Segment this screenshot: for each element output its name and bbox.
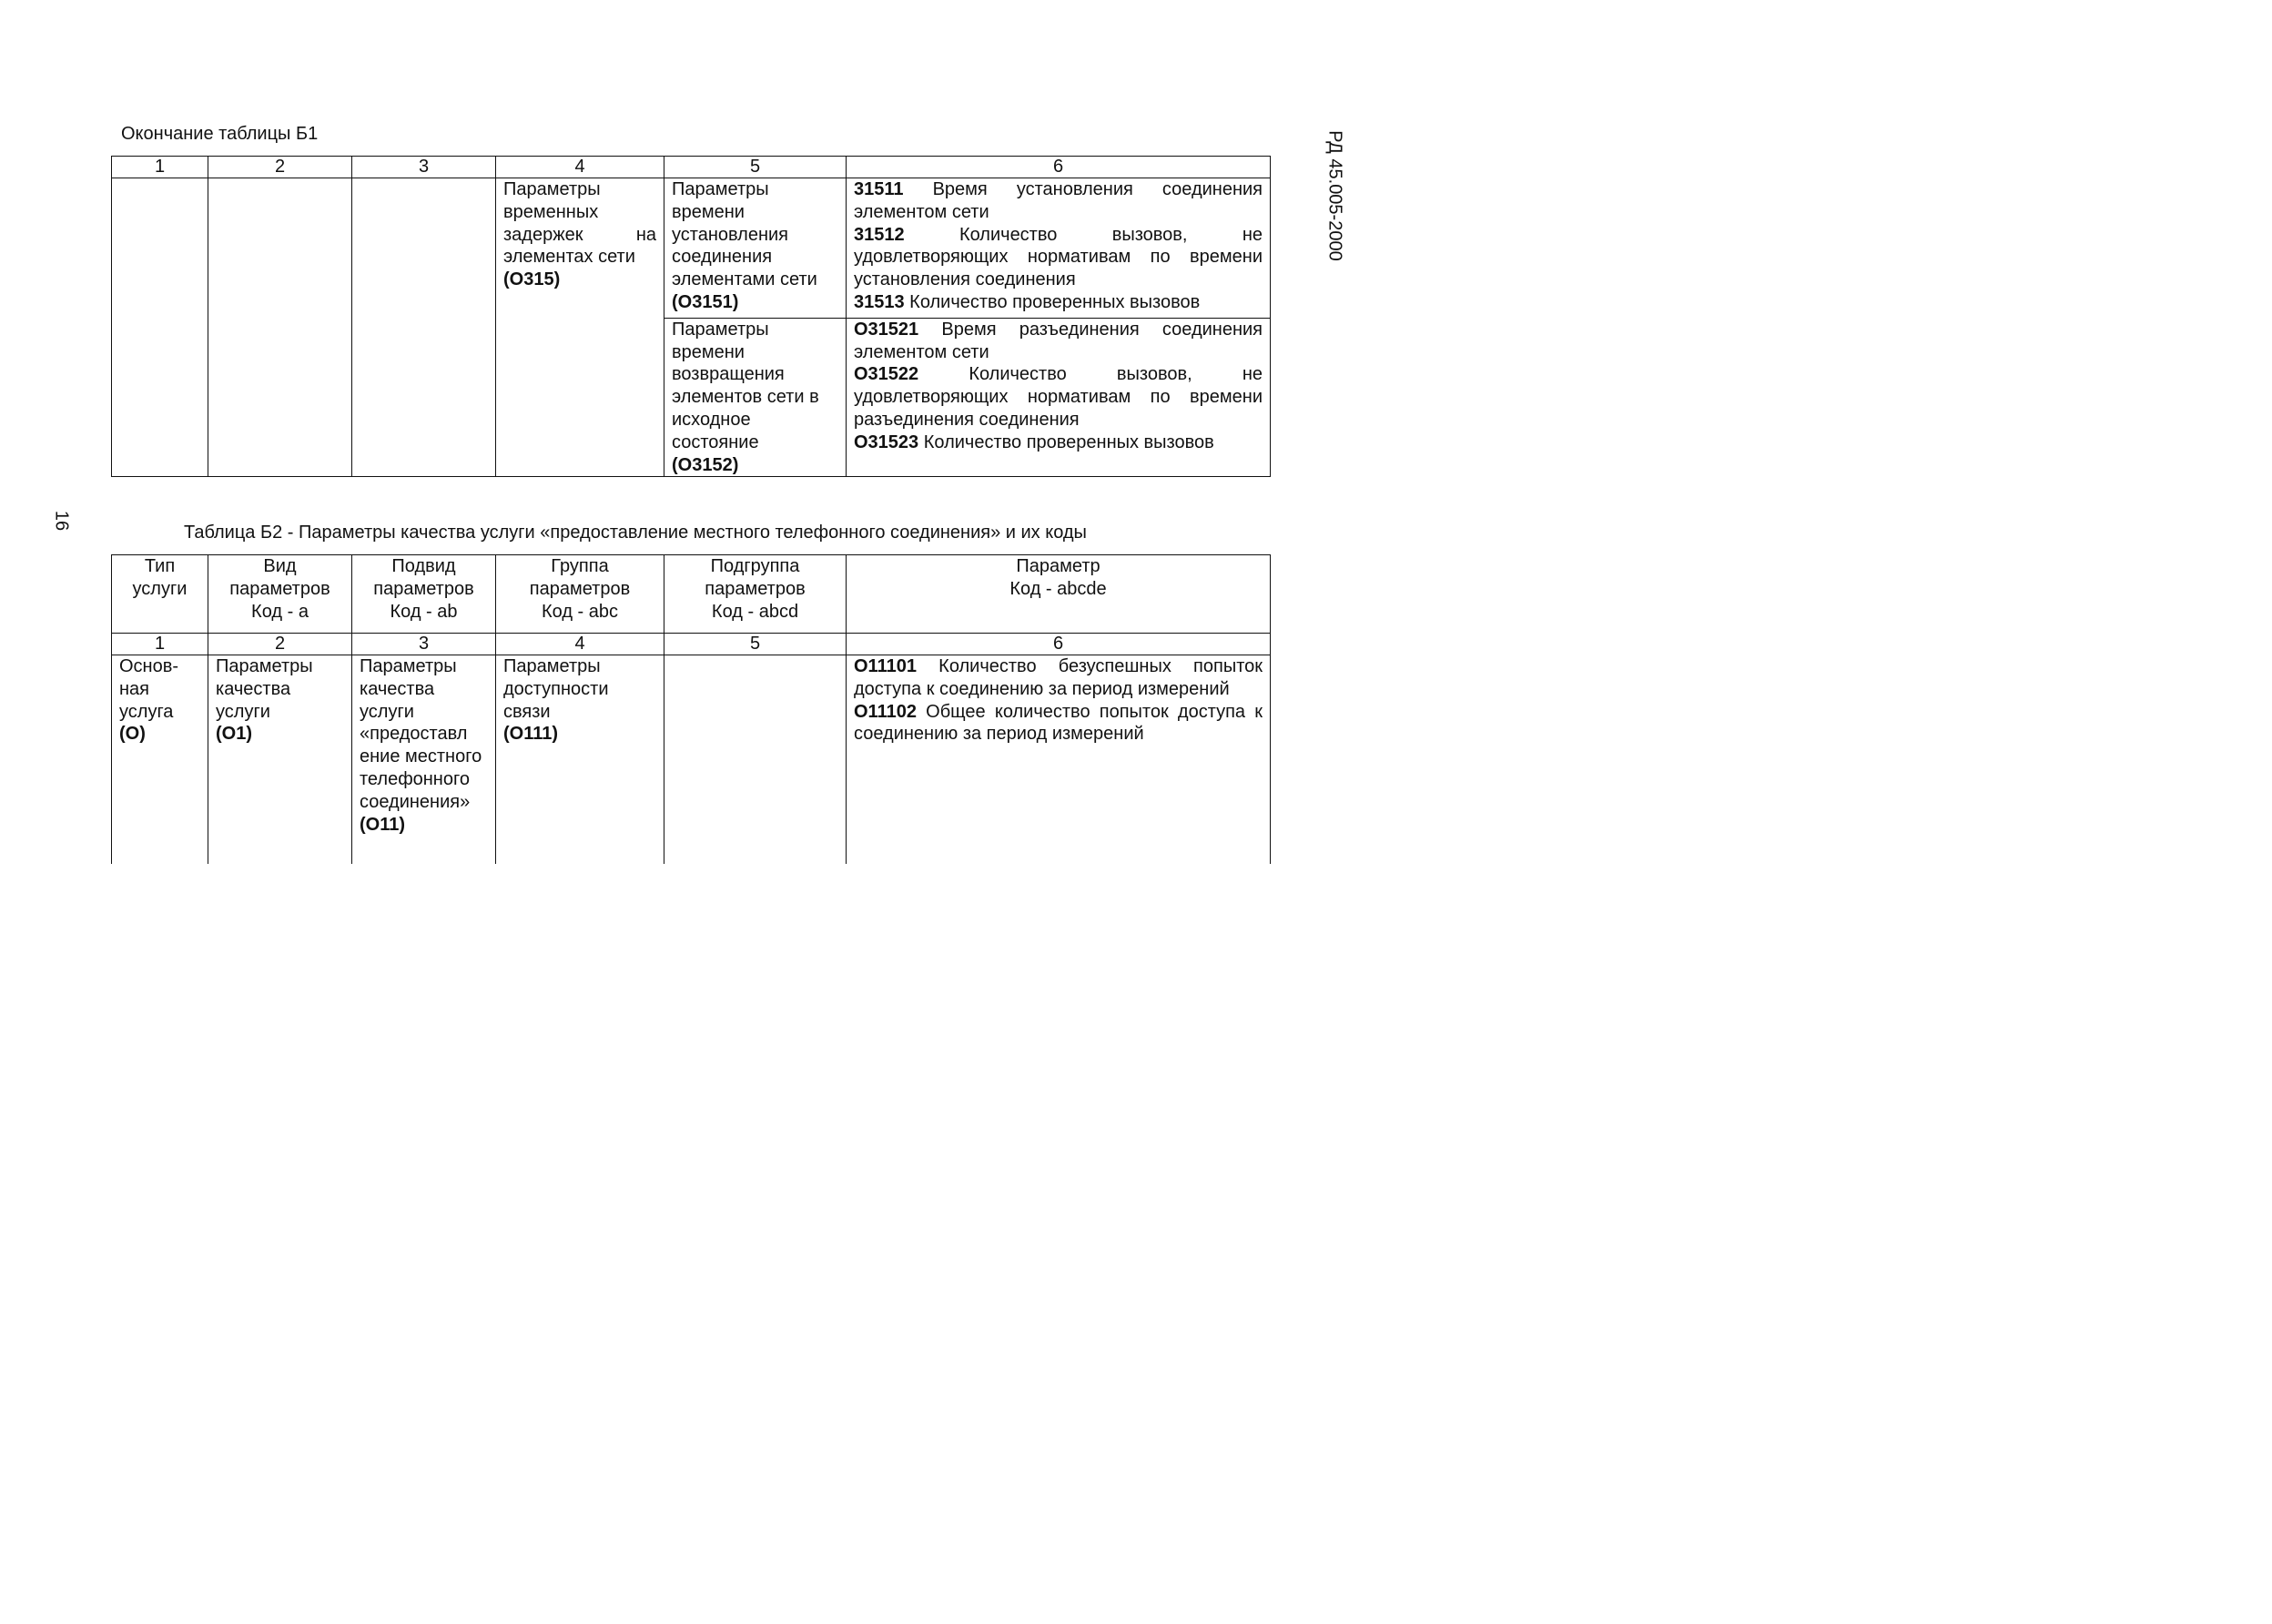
column-header <box>847 555 1271 634</box>
parameter-code: 31511 <box>854 179 904 199</box>
b2-col-number: 1 <box>112 634 208 655</box>
b2-cell-parameter-subgroup <box>664 655 847 864</box>
b2-col-number: 3 <box>352 634 496 655</box>
table-b1 <box>111 156 1271 477</box>
b2-cell-parameter-kind <box>208 655 352 864</box>
page-number: 16 <box>51 510 72 532</box>
column-header-title: Параметр <box>1016 556 1100 576</box>
parameter-code: 31513 <box>854 291 905 312</box>
column-header <box>112 555 208 634</box>
b2-cell-code: (О1) <box>216 724 252 745</box>
parameter-code: О11102 <box>854 701 917 722</box>
table-row <box>112 178 1271 319</box>
parameter-text: Время установления соединения элементом сети <box>854 179 1263 222</box>
b2-cell-text: Параметры качества услуги «предоставл ение местного телефонного соединения» <box>360 656 482 812</box>
column-header-title: Группа параметров <box>529 556 631 599</box>
column-header-code: Код - a <box>251 601 309 622</box>
parameter-code: О31522 <box>854 364 919 385</box>
b1-subgroup-code: (О3151) <box>672 291 739 312</box>
parameter-entry <box>854 655 1263 701</box>
parameter-code: О31521 <box>854 319 919 340</box>
parameter-text: Количество вызовов, не удовлетворяющих нормативам по времени установления соединения <box>854 224 1263 290</box>
b1-group-text: Параметры временных задержек на элементах сети <box>503 179 656 268</box>
b2-col-number: 2 <box>208 634 352 655</box>
table-b2-header-row <box>112 555 1271 634</box>
b2-cell-text: Параметры доступности связи <box>503 656 609 722</box>
parameter-text: Количество проверенных вызовов <box>918 431 1214 452</box>
b1-col-number: 4 <box>496 157 664 178</box>
b1-cell-subgroup <box>664 178 847 319</box>
parameter-text: Время разъединения соединения элементом сети <box>854 319 1263 362</box>
b2-cell-code: (О11) <box>360 814 406 835</box>
parameter-entry <box>854 224 1263 291</box>
b2-cell-service-type <box>112 655 208 864</box>
table-b2-number-row <box>112 634 1271 655</box>
table-b2 <box>111 554 1271 864</box>
b1-cell-parameters <box>847 318 1271 477</box>
b2-col-number: 6 <box>847 634 1271 655</box>
b1-cell-parameters <box>847 178 1271 319</box>
parameter-code: О31523 <box>854 431 919 452</box>
parameter-text: Количество безуспешных попыток доступа к соединению за период измерений <box>854 656 1263 699</box>
b1-group-code: (О315) <box>503 269 561 290</box>
b2-cell-parameters <box>847 655 1271 864</box>
b2-cell-code: (О) <box>119 724 146 745</box>
b1-subgroup-text: Параметры времени установления соединения элементами сети <box>672 179 817 290</box>
b2-cell-text: Параметры качества услуги <box>216 656 313 722</box>
column-header-code: Код - abc <box>541 601 619 622</box>
b1-subgroup-code: (О3152) <box>672 454 739 475</box>
b1-cell-empty <box>208 178 352 477</box>
parameter-text: Количество вызовов, не удовлетворяющих нормативам по времени разъединения соединения <box>854 364 1263 430</box>
table-row <box>112 655 1271 864</box>
table-b2-caption: Таблица Б2 - Параметры качества услуги «предоставление местного телефонного соединения» и их коды <box>184 523 1087 543</box>
b1-col-number: 5 <box>664 157 847 178</box>
b1-col-number: 3 <box>352 157 496 178</box>
column-header <box>664 555 847 634</box>
column-header <box>352 555 496 634</box>
column-header-code: Код - abcd <box>711 601 799 622</box>
b1-cell-empty <box>112 178 208 477</box>
column-header <box>208 555 352 634</box>
parameter-code: О11101 <box>854 656 917 676</box>
parameter-text: Количество проверенных вызовов <box>904 291 1201 312</box>
column-header-title: Подгруппа параметров <box>705 556 806 599</box>
parameter-entry <box>854 319 1263 364</box>
b1-cell-group <box>496 178 664 477</box>
parameter-entry <box>854 178 1263 224</box>
table-b1-caption: Окончание таблицы Б1 <box>121 124 319 144</box>
b1-subgroup-text: Параметры времени возвращения элементов сети в исходное состояние <box>672 319 819 452</box>
b2-cell-code: (О111) <box>503 724 559 745</box>
b2-cell-text: Основ-ная услуга <box>119 656 179 722</box>
b1-cell-subgroup <box>664 318 847 477</box>
b2-cell-parameter-subkind <box>352 655 496 864</box>
b1-col-number: 6 <box>847 157 1271 178</box>
column-header-code: Код - ab <box>390 601 458 622</box>
column-header-title: Вид параметров <box>229 556 330 599</box>
column-header <box>496 555 664 634</box>
column-header-title: Тип услуги <box>132 556 188 599</box>
parameter-entry <box>854 431 1263 454</box>
parameter-entry <box>854 363 1263 431</box>
document-code: РД 45.005-2000 <box>1324 130 1345 261</box>
parameter-entry <box>854 291 1263 314</box>
parameter-text: Общее количество попыток доступа к соединению за период измерений <box>854 701 1263 745</box>
b1-col-number: 2 <box>208 157 352 178</box>
b2-col-number: 4 <box>496 634 664 655</box>
parameter-code: 31512 <box>854 224 905 245</box>
table-b1-number-row <box>112 157 1271 178</box>
b2-col-number: 5 <box>664 634 847 655</box>
column-header-title: Подвид параметров <box>373 556 474 599</box>
b1-col-number: 1 <box>112 157 208 178</box>
parameter-entry <box>854 701 1263 746</box>
b2-cell-parameter-group <box>496 655 664 864</box>
column-header-code: Код - abcde <box>1009 578 1107 599</box>
b1-cell-empty <box>352 178 496 477</box>
